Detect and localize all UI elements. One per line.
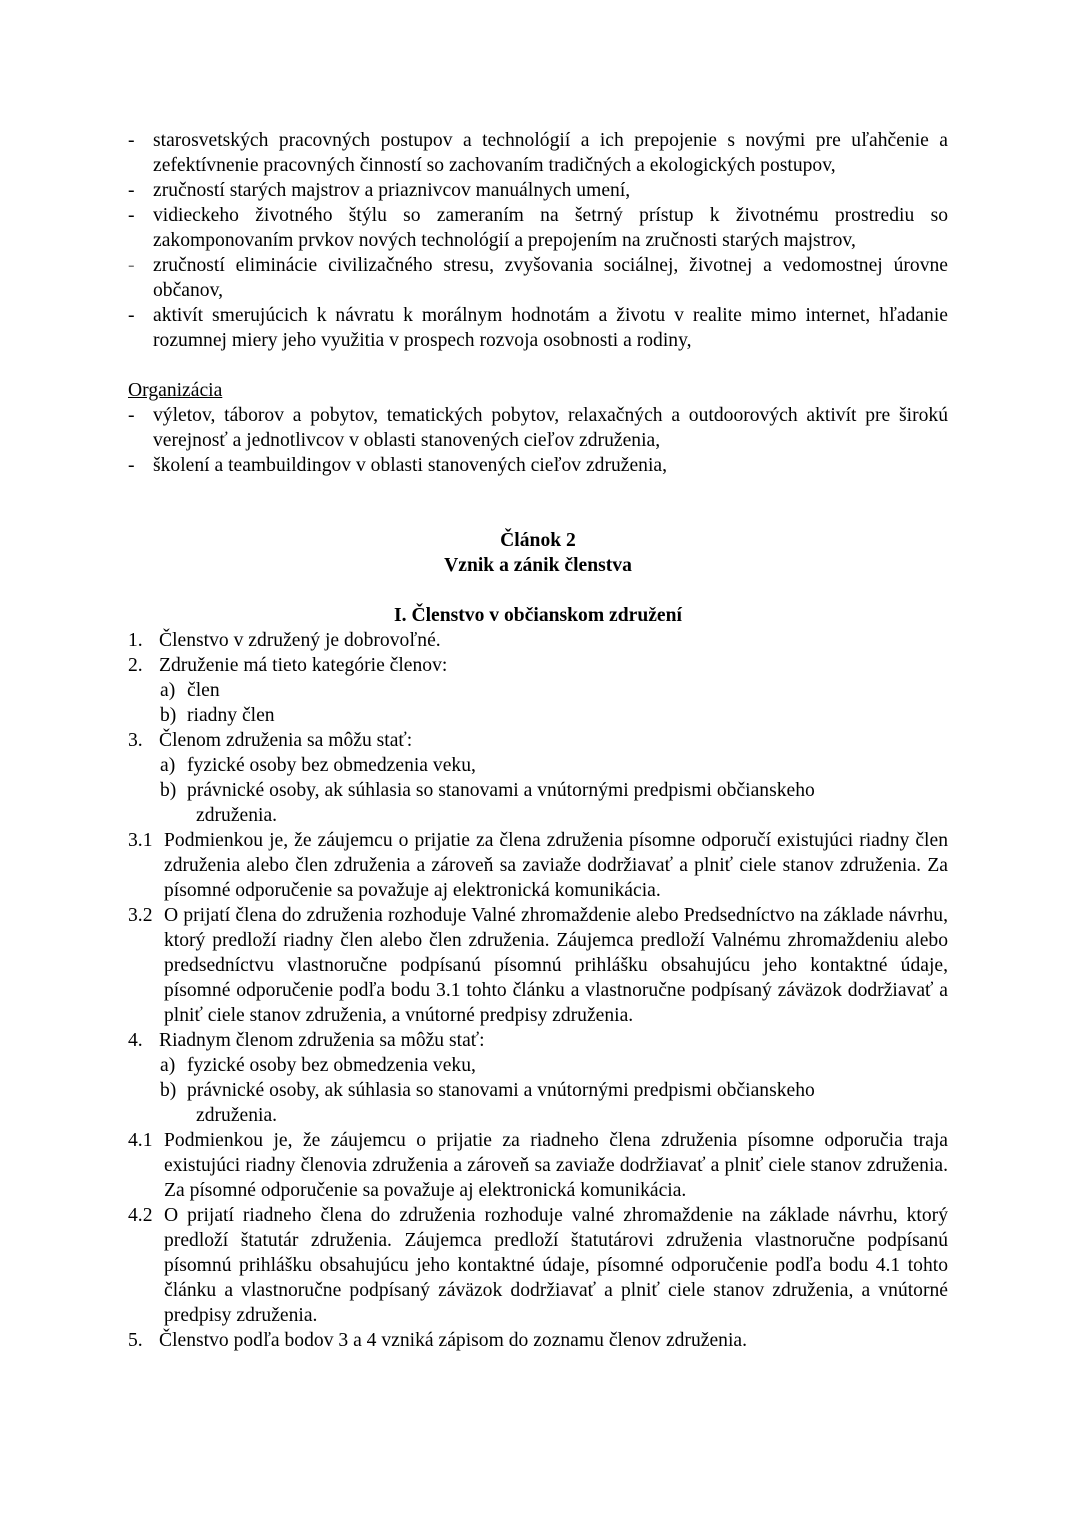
item-text: O prijatí riadneho člena do združenia rozhoduje valné zhromaždenie na základe návrhu, ktorý predloží štatutár združenia. Záujemca predloží štatutárovi združenia vlastnoručne podpísanú písomnú prihlášku obsahujúcu jeho kontaktné údaje, písomné odporučenie podľa bodu 4.1 tohto článku a vlastnoručne podpísaný záväzok dodržiavať a plniť ciele stanov združenia, a vnútorné predpisy združenia.	[164, 1205, 948, 1326]
item-number: 3.2	[128, 905, 153, 926]
list-item	[128, 253, 948, 303]
sub-item-text	[187, 1078, 948, 1128]
sub-item	[128, 1078, 948, 1128]
sub-item	[128, 778, 948, 828]
list-item	[128, 303, 948, 353]
sub-item-letter: a)	[160, 755, 176, 776]
dash-marker: -	[128, 255, 135, 276]
sub-item-letter: a)	[160, 680, 176, 701]
list-item	[128, 453, 948, 478]
list-item-text: zručností starých majstrov a priaznivcov manuálnych umení,	[153, 180, 631, 201]
sub-item-letter: b)	[160, 1080, 177, 1101]
dash-marker: -	[128, 205, 135, 226]
item-text: Podmienkou je, že záujemcu o prijatie za riadneho člena združenia písomne odporučia traja existujúci riadny členovia združenia a zároveň sa zaviaže dodržiavať a plniť ciele stanov združenia. Za písomné odporučenie sa považuje aj elektronická komunikácia.	[164, 1130, 948, 1201]
list-item-text: aktivít smerujúcich k návratu k morálnym hodnotám a životu v realite mimo internet, hľadanie rozumnej miery jeho využitia v prospech rozvoja osobnosti a rodiny,	[153, 305, 948, 351]
sub-item-text: člen	[187, 680, 220, 701]
list-item	[128, 403, 948, 453]
list-item	[128, 128, 948, 178]
sub-item-text: fyzické osoby bez obmedzenia veku,	[187, 755, 476, 776]
numbered-item	[128, 828, 948, 903]
sub-item	[128, 1053, 948, 1078]
sub-item-text	[187, 778, 948, 828]
organizacia-heading: Organizácia	[128, 380, 223, 401]
sub-item-continuation: združenia.	[196, 1105, 278, 1126]
item-number: 4.	[128, 1030, 143, 1051]
item-text: Riadnym členom združenia sa môžu stať:	[159, 1030, 485, 1051]
document-page	[128, 128, 948, 1353]
item-number: 4.1	[128, 1130, 153, 1151]
item-text: Podmienkou je, že záujemcu o prijatie za člena združenia písomne odporučí existujúci riadny člen združenia alebo člen združenia a zároveň sa zaviaže dodržiavať a plniť ciele stanov združenia. Za písomné odporučenie sa považuje aj elektronická komunikácia.	[164, 830, 948, 901]
article-subtitle: Vznik a zánik členstva	[444, 555, 632, 576]
list-item	[128, 178, 948, 203]
sub-item-continuation: združenia.	[196, 805, 278, 826]
dash-marker: -	[128, 180, 135, 201]
dash-marker: -	[128, 455, 135, 476]
item-text: Združenie má tieto kategórie členov:	[159, 655, 448, 676]
item-number: 1.	[128, 630, 143, 651]
sub-item	[128, 753, 948, 778]
list-item	[128, 203, 948, 253]
numbered-item	[128, 1328, 948, 1353]
sub-item-letter: b)	[160, 705, 177, 726]
numbered-item	[128, 728, 948, 753]
article-title: Článok 2	[500, 530, 576, 551]
numbered-item	[128, 653, 948, 678]
item-text: Členom združenia sa môžu stať:	[159, 730, 413, 751]
dash-marker: -	[128, 130, 135, 151]
numbered-item	[128, 1028, 948, 1053]
list-item-text: starosvetských pracovných postupov a technológií a ich prepojenie s novými pre uľahčenie a zefektívnenie pracovných činností so zachovaním tradičných a ekologických postupov,	[153, 130, 948, 176]
sub-item-letter: b)	[160, 780, 177, 801]
sub-item-text: riadny člen	[187, 705, 275, 726]
item-text: Členstvo podľa bodov 3 a 4 vzniká zápisom do zoznamu členov združenia.	[159, 1330, 747, 1351]
sub-item-letter: a)	[160, 1055, 176, 1076]
sub-item-line: právnické osoby, ak súhlasia so stanovami a vnútornými predpismi občianskeho	[187, 780, 815, 801]
item-number: 4.2	[128, 1205, 153, 1226]
numbered-item	[128, 903, 948, 1028]
numbered-item	[128, 1203, 948, 1328]
item-number: 2.	[128, 655, 143, 676]
list-item-text: vidieckeho životného štýlu so zameraním na šetrný prístup k životnému prostrediu so zakomponovaním prvkov nových technológií a prepojením na zručnosti starých majstrov,	[153, 205, 948, 251]
dash-marker: -	[128, 305, 135, 326]
sub-item-line: právnické osoby, ak súhlasia so stanovami a vnútornými predpismi občianskeho	[187, 1080, 815, 1101]
sub-item	[128, 678, 948, 703]
list-item-text: zručností eliminácie civilizačného stresu, zvyšovania sociálnej, životnej a vedomostnej úrovne občanov,	[153, 255, 948, 301]
list-item-text: výletov, táborov a pobytov, tematických pobytov, relaxačných a outdoorových aktivít pre širokú verejnosť a jednotlivcov v oblasti stanovených cieľov združenia,	[153, 405, 948, 451]
numbered-item	[128, 628, 948, 653]
item-number: 3.	[128, 730, 143, 751]
sub-item	[128, 703, 948, 728]
item-number: 5.	[128, 1330, 143, 1351]
sub-item-text: fyzické osoby bez obmedzenia veku,	[187, 1055, 476, 1076]
item-number: 3.1	[128, 830, 153, 851]
section-heading: I. Členstvo v občianskom združení	[394, 605, 682, 626]
list-item-text: školení a teambuildingov v oblasti stanovených cieľov združenia,	[153, 455, 667, 476]
dash-marker: -	[128, 405, 135, 426]
item-text: O prijatí člena do združenia rozhoduje Valné zhromaždenie alebo Predsedníctvo na základe návrhu, ktorý predloží riadny člen alebo člen združenia. Záujemca predloží Valnému zhromaždeniu alebo predsedníctvu vlastnoručne podpísanú písomnú prihlášku obsahujúcu jeho kontaktné údaje, písomné odporučenie podľa bodu 3.1 tohto článku a vlastnoručne podpísaný záväzok dodržiavať a plniť ciele stanov združenia, a vnútorné predpisy združenia.	[164, 905, 948, 1026]
item-text: Členstvo v združený je dobrovoľné.	[159, 630, 441, 651]
numbered-item	[128, 1128, 948, 1203]
